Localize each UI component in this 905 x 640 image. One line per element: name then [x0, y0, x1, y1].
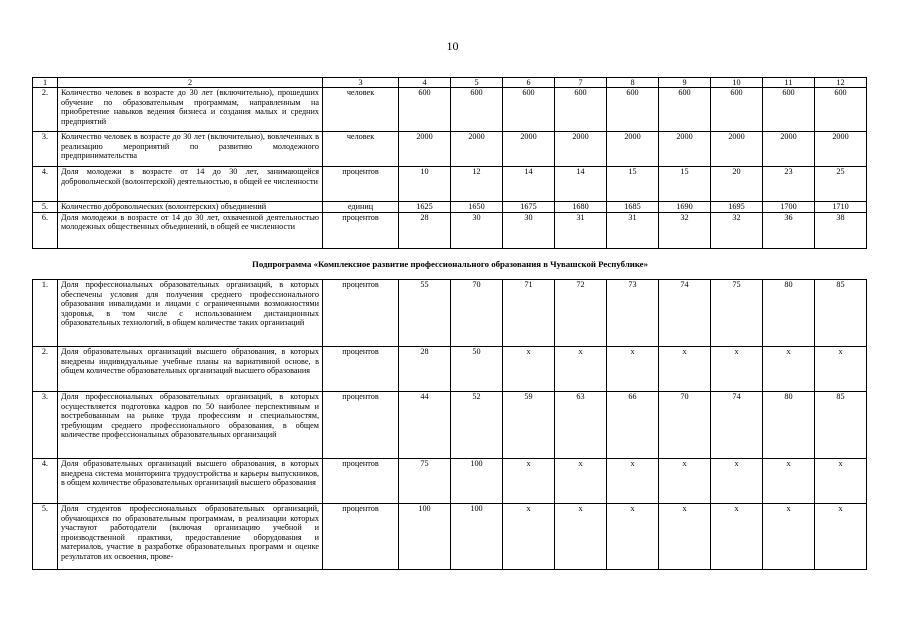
value-cell: x [815, 347, 867, 392]
value-cell: x [659, 459, 711, 504]
value-cell: 600 [763, 88, 815, 132]
value-cell: x [711, 459, 763, 504]
indicator-name: Доля профессиональных образовательных организаций, в которых осуществляется подготовка кадров по 50 наиболее перспективным и востребованным на рынке труда профессиям и специальностям, требующим среднего профессионального образования, в общем количестве профессиональных образовательных организаций [58, 392, 323, 459]
indicator-name: Доля профессиональных образовательных организаций, в которых обеспечены условия для получения среднего профессионального образования инвалидами и лицами с ограниченными возможностями здоровья, в том числе с использованием дистанционных образовательных технологий, в общем количестве таких организаций [58, 280, 323, 347]
value-cell: 600 [711, 88, 763, 132]
row-number: 2. [33, 88, 58, 132]
value-cell: 1690 [659, 202, 711, 213]
column-number-cell: 7 [555, 78, 607, 88]
value-cell: 80 [763, 280, 815, 347]
value-cell: 2000 [451, 132, 503, 167]
value-cell: x [607, 504, 659, 570]
value-cell: x [607, 347, 659, 392]
value-cell: x [555, 347, 607, 392]
unit-of-measure: человек [323, 132, 399, 167]
value-cell: x [815, 459, 867, 504]
subprogram-title: Подпрограмма «Комплексное развитие профессионального образования в Чувашской Республике» [251, 259, 648, 269]
value-cell: 600 [503, 88, 555, 132]
row-number: 4. [33, 459, 58, 504]
indicator-name: Доля образовательных организаций высшего образования, в которых внедрена система мониторинга трудоустройства и карьеры выпускников, в общем количестве образовательных организаций высшего образования [58, 459, 323, 504]
value-cell: 59 [503, 392, 555, 459]
column-number-cell: 4 [399, 78, 451, 88]
value-cell: 74 [659, 280, 711, 347]
value-cell: 70 [451, 280, 503, 347]
value-cell: 12 [451, 167, 503, 202]
unit-of-measure: процентов [323, 347, 399, 392]
value-cell: 50 [451, 347, 503, 392]
value-cell: 52 [451, 392, 503, 459]
value-cell: x [763, 347, 815, 392]
row-number: 5. [33, 202, 58, 213]
value-cell: 72 [555, 280, 607, 347]
table-row [33, 212, 867, 248]
value-cell: x [763, 459, 815, 504]
value-cell: x [555, 459, 607, 504]
row-number: 3. [33, 392, 58, 459]
value-cell: 71 [503, 280, 555, 347]
table-row [33, 347, 867, 392]
value-cell: x [659, 347, 711, 392]
value-cell: 10 [399, 167, 451, 202]
value-cell: x [711, 504, 763, 570]
value-cell: 1710 [815, 202, 867, 213]
value-cell: 100 [451, 504, 503, 570]
row-number: 5. [33, 504, 58, 570]
indicator-name: Доля молодежи в возрасте от 14 до 30 лет, занимающейся добровольческой (волонтерской) деятельностью, в общей ее численности [58, 167, 323, 202]
value-cell: 28 [399, 212, 451, 248]
value-cell: 70 [659, 392, 711, 459]
indicator-name: Доля студентов профессиональных образовательных организаций, обучающихся по образовательным программам, в реализации которых участвуют работодатели (включая организацию учебной и производственной практики, предоставление оборудования и материалов, участие в разработке образовательных программ и оценке результатов их освоения, прове- [58, 504, 323, 570]
value-cell: 600 [607, 88, 659, 132]
value-cell: 2000 [399, 132, 451, 167]
unit-of-measure: процентов [323, 459, 399, 504]
value-cell: 20 [711, 167, 763, 202]
value-cell: 2000 [659, 132, 711, 167]
value-cell: 85 [815, 392, 867, 459]
column-number-cell: 12 [815, 78, 867, 88]
unit-of-measure: процентов [323, 212, 399, 248]
value-cell: 1675 [503, 202, 555, 213]
value-cell: 31 [607, 212, 659, 248]
column-number-cell: 10 [711, 78, 763, 88]
unit-of-measure: процентов [323, 167, 399, 202]
table-row [33, 504, 867, 570]
unit-of-measure: единиц [323, 202, 399, 213]
value-cell: x [607, 459, 659, 504]
unit-of-measure: процентов [323, 392, 399, 459]
value-cell: 1685 [607, 202, 659, 213]
column-number-cell: 2 [58, 78, 323, 88]
indicator-name: Количество добровольческих (волонтерских) объединений [58, 202, 323, 213]
value-cell: 1700 [763, 202, 815, 213]
value-cell: x [659, 504, 711, 570]
value-cell: 1680 [555, 202, 607, 213]
value-cell: 32 [711, 212, 763, 248]
value-cell: x [763, 504, 815, 570]
value-cell: 74 [711, 392, 763, 459]
row-number: 6. [33, 212, 58, 248]
row-number: 2. [33, 347, 58, 392]
value-cell: 75 [399, 459, 451, 504]
value-cell: 66 [607, 392, 659, 459]
table-row [33, 202, 867, 213]
column-number-cell: 5 [451, 78, 503, 88]
value-cell: 30 [451, 212, 503, 248]
value-cell: 30 [503, 212, 555, 248]
value-cell: 1650 [451, 202, 503, 213]
indicators-table-youth [32, 77, 867, 249]
value-cell: 32 [659, 212, 711, 248]
table-row [33, 88, 867, 132]
value-cell: 15 [607, 167, 659, 202]
column-number-cell: 11 [763, 78, 815, 88]
value-cell: 600 [451, 88, 503, 132]
unit-of-measure: процентов [323, 280, 399, 347]
value-cell: 1625 [399, 202, 451, 213]
value-cell: 55 [399, 280, 451, 347]
value-cell: 600 [659, 88, 711, 132]
value-cell: 75 [711, 280, 763, 347]
page-number: 10 [446, 39, 459, 53]
column-number-cell: 8 [607, 78, 659, 88]
value-cell: 38 [815, 212, 867, 248]
table-row [33, 280, 867, 347]
value-cell: 2000 [607, 132, 659, 167]
indicator-name: Количество человек в возрасте до 30 лет (включительно), вовлеченных в реализацию мероприятий по развитию молодежного предпринимательства [58, 132, 323, 167]
indicator-name: Количество человек в возрасте до 30 лет (включительно), прошедших обучение по образовательным программам, направленным на приобретение навыков ведения бизнеса и создания малых и средних предприятий [58, 88, 323, 132]
indicator-name: Доля молодежи в возрасте от 14 до 30 лет, охваченной деятельностью молодежных общественных объединений, в общей ее численности [58, 212, 323, 248]
value-cell: 2000 [503, 132, 555, 167]
table-row [33, 459, 867, 504]
value-cell: 14 [555, 167, 607, 202]
column-number-cell: 1 [33, 78, 58, 88]
column-number-cell: 9 [659, 78, 711, 88]
value-cell: 600 [399, 88, 451, 132]
value-cell: 2000 [815, 132, 867, 167]
table-row [33, 167, 867, 202]
value-cell: 100 [399, 504, 451, 570]
value-cell: x [503, 347, 555, 392]
table-row [33, 132, 867, 167]
value-cell: 15 [659, 167, 711, 202]
table-row [33, 392, 867, 459]
unit-of-measure: процентов [323, 504, 399, 570]
value-cell: 44 [399, 392, 451, 459]
column-number-row [33, 78, 867, 88]
value-cell: 25 [815, 167, 867, 202]
value-cell: 14 [503, 167, 555, 202]
value-cell: x [815, 504, 867, 570]
value-cell: 2000 [711, 132, 763, 167]
value-cell: 31 [555, 212, 607, 248]
value-cell: 2000 [763, 132, 815, 167]
row-number: 4. [33, 167, 58, 202]
value-cell: 23 [763, 167, 815, 202]
value-cell: 600 [815, 88, 867, 132]
value-cell: 36 [763, 212, 815, 248]
row-number: 1. [33, 280, 58, 347]
value-cell: 600 [555, 88, 607, 132]
value-cell: x [503, 504, 555, 570]
value-cell: x [711, 347, 763, 392]
row-number: 3. [33, 132, 58, 167]
column-number-cell: 6 [503, 78, 555, 88]
value-cell: 85 [815, 280, 867, 347]
value-cell: 1695 [711, 202, 763, 213]
value-cell: 28 [399, 347, 451, 392]
unit-of-measure: человек [323, 88, 399, 132]
value-cell: 2000 [555, 132, 607, 167]
indicators-table-professional-education [32, 279, 867, 570]
value-cell: x [555, 504, 607, 570]
column-number-cell: 3 [323, 78, 399, 88]
value-cell: 100 [451, 459, 503, 504]
value-cell: 63 [555, 392, 607, 459]
value-cell: 73 [607, 280, 659, 347]
value-cell: 80 [763, 392, 815, 459]
value-cell: x [503, 459, 555, 504]
indicator-name: Доля образовательных организаций высшего образования, в которых внедрены индивидуальные учебные планы на вариативной основе, в общем количестве образовательных организаций высшего образования [58, 347, 323, 392]
